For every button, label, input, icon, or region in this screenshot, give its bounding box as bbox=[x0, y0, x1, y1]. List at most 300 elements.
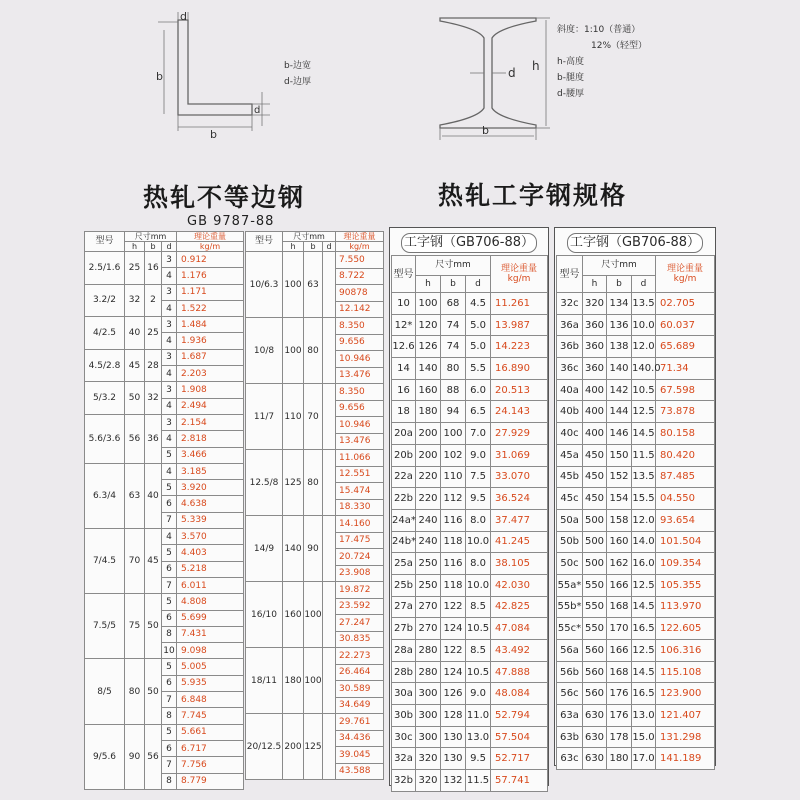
width-cell: 162 bbox=[607, 553, 632, 575]
model-cell: 50c bbox=[557, 553, 583, 575]
thickness-cell: 4 bbox=[162, 431, 177, 447]
thickness-cell: 9.0 bbox=[466, 444, 491, 466]
thickness-cell bbox=[323, 516, 336, 582]
table-row bbox=[392, 531, 548, 553]
table-row bbox=[557, 596, 715, 618]
thickness-cell: 3 bbox=[162, 382, 177, 398]
table-row bbox=[85, 594, 244, 610]
thickness-cell: 3 bbox=[162, 252, 177, 268]
header-weight: 理论重量 bbox=[667, 264, 704, 274]
weight-cell: 113.970 bbox=[656, 596, 715, 618]
header-d: d bbox=[323, 242, 336, 252]
short-leg-cell: 16 bbox=[145, 252, 162, 285]
thickness-cell: 4 bbox=[162, 333, 177, 349]
model-cell: 50a bbox=[557, 509, 583, 531]
table-row bbox=[392, 748, 548, 770]
header-h: h bbox=[583, 276, 607, 293]
ibeam-d-label: d bbox=[508, 66, 516, 80]
weight-cell: 13.987 bbox=[491, 314, 548, 336]
model-cell: 12.5/8 bbox=[246, 450, 283, 516]
width-cell: 130 bbox=[441, 748, 466, 770]
height-cell: 360 bbox=[583, 358, 607, 380]
height-cell: 450 bbox=[583, 444, 607, 466]
table-row bbox=[392, 379, 548, 401]
weight-cell: 20.513 bbox=[491, 379, 548, 401]
model-cell: 55c* bbox=[557, 618, 583, 640]
thickness-cell: 11.0 bbox=[466, 705, 491, 727]
width-cell: 94 bbox=[441, 401, 466, 423]
width-cell: 142 bbox=[607, 379, 632, 401]
ibeam-h-label: h bbox=[532, 59, 540, 73]
thickness-cell: 12.0 bbox=[632, 336, 656, 358]
weight-cell: 8.350 bbox=[336, 318, 384, 335]
weight-cell: 93.654 bbox=[656, 509, 715, 531]
model-cell: 16 bbox=[392, 379, 416, 401]
thickness-cell: 6 bbox=[162, 561, 177, 577]
table-row bbox=[557, 358, 715, 380]
long-leg-cell: 100 bbox=[283, 318, 304, 384]
thickness-cell: 4 bbox=[162, 398, 177, 414]
width-cell: 158 bbox=[607, 509, 632, 531]
ibeam-legend-slope: 斜度：1:10（普通） bbox=[557, 25, 641, 35]
weight-cell: 02.705 bbox=[656, 293, 715, 315]
width-cell: 68 bbox=[441, 293, 466, 315]
table-row bbox=[246, 714, 384, 731]
model-cell: 22b bbox=[392, 488, 416, 510]
header-d: d bbox=[632, 276, 656, 293]
thickness-cell: 7 bbox=[162, 692, 177, 708]
table-row bbox=[557, 466, 715, 488]
long-leg-cell: 40 bbox=[125, 317, 145, 350]
width-cell: 118 bbox=[441, 531, 466, 553]
weight-cell: 1.936 bbox=[177, 333, 244, 349]
table-row bbox=[392, 358, 548, 380]
ibeam-legend-d: d-腰厚 bbox=[557, 89, 584, 99]
thickness-cell: 13.5 bbox=[632, 466, 656, 488]
weight-cell: 27.247 bbox=[336, 615, 384, 632]
width-cell: 112 bbox=[441, 488, 466, 510]
weight-cell: 36.524 bbox=[491, 488, 548, 510]
thickness-cell: 5.0 bbox=[466, 314, 491, 336]
model-cell: 25a bbox=[392, 553, 416, 575]
model-cell: 14 bbox=[392, 358, 416, 380]
weight-cell: 9.656 bbox=[336, 400, 384, 417]
table-row bbox=[392, 466, 548, 488]
height-cell: 450 bbox=[583, 488, 607, 510]
thickness-cell bbox=[323, 714, 336, 780]
weight-cell: 4.638 bbox=[177, 496, 244, 512]
height-cell: 270 bbox=[416, 618, 441, 640]
width-cell: 110 bbox=[441, 466, 466, 488]
weight-cell: 15.474 bbox=[336, 483, 384, 500]
angle-d-top-label: d bbox=[180, 10, 187, 23]
table-row bbox=[392, 293, 548, 315]
height-cell: 240 bbox=[416, 509, 441, 531]
long-leg-cell: 63 bbox=[125, 463, 145, 528]
weight-cell: 3.570 bbox=[177, 529, 244, 545]
thickness-cell: 10.0 bbox=[466, 574, 491, 596]
thickness-cell: 7.5 bbox=[466, 466, 491, 488]
long-leg-cell: 110 bbox=[283, 384, 304, 450]
table-row bbox=[392, 444, 548, 466]
width-cell: 132 bbox=[441, 770, 466, 792]
weight-cell: 48.084 bbox=[491, 683, 548, 705]
weight-cell: 19.872 bbox=[336, 582, 384, 599]
model-cell: 50b bbox=[557, 531, 583, 553]
short-leg-cell: 40 bbox=[145, 463, 162, 528]
short-leg-cell: 63 bbox=[304, 252, 323, 318]
weight-cell: 31.069 bbox=[491, 444, 548, 466]
thickness-cell: 14.5 bbox=[632, 596, 656, 618]
model-cell: 10 bbox=[392, 293, 416, 315]
angle-d-side-label: d bbox=[254, 105, 261, 116]
model-cell: 55b* bbox=[557, 596, 583, 618]
weight-cell: 131.298 bbox=[656, 726, 715, 748]
thickness-cell: 3 bbox=[162, 284, 177, 300]
thickness-cell: 14.0 bbox=[632, 531, 656, 553]
weight-cell: 6.011 bbox=[177, 577, 244, 593]
width-cell: 124 bbox=[441, 661, 466, 683]
thickness-cell: 4 bbox=[162, 366, 177, 382]
short-leg-cell: 2 bbox=[145, 284, 162, 317]
weight-cell: 3.185 bbox=[177, 463, 244, 479]
height-cell: 500 bbox=[583, 553, 607, 575]
model-cell: 25b bbox=[392, 574, 416, 596]
width-cell: 168 bbox=[607, 596, 632, 618]
width-cell: 146 bbox=[607, 423, 632, 445]
weight-cell: 1.171 bbox=[177, 284, 244, 300]
table-row bbox=[557, 705, 715, 727]
weight-cell: 52.717 bbox=[491, 748, 548, 770]
model-cell: 36b bbox=[557, 336, 583, 358]
table-row bbox=[392, 574, 548, 596]
weight-cell: 17.475 bbox=[336, 532, 384, 549]
weight-cell: 101.504 bbox=[656, 531, 715, 553]
short-leg-cell: 25 bbox=[145, 317, 162, 350]
weight-cell: 14.223 bbox=[491, 336, 548, 358]
model-cell: 5/3.2 bbox=[85, 382, 125, 415]
height-cell: 160 bbox=[416, 379, 441, 401]
thickness-cell: 15.0 bbox=[632, 726, 656, 748]
table-row bbox=[557, 726, 715, 748]
header-b: b bbox=[145, 242, 162, 252]
thickness-cell: 16.5 bbox=[632, 618, 656, 640]
height-cell: 300 bbox=[416, 705, 441, 727]
short-leg-cell: 32 bbox=[145, 382, 162, 415]
header-h: h bbox=[283, 242, 304, 252]
long-leg-cell: 70 bbox=[125, 529, 145, 594]
header-d: d bbox=[466, 276, 491, 293]
model-cell: 28b bbox=[392, 661, 416, 683]
weight-cell: 2.203 bbox=[177, 366, 244, 382]
height-cell: 320 bbox=[416, 748, 441, 770]
height-cell: 240 bbox=[416, 531, 441, 553]
weight-cell: 65.689 bbox=[656, 336, 715, 358]
thickness-cell: 15.5 bbox=[632, 488, 656, 510]
height-cell: 300 bbox=[416, 726, 441, 748]
thickness-cell: 12.5 bbox=[632, 401, 656, 423]
weight-cell: 4.808 bbox=[177, 594, 244, 610]
width-cell: 154 bbox=[607, 488, 632, 510]
table-row bbox=[85, 284, 244, 300]
weight-cell: 73.878 bbox=[656, 401, 715, 423]
width-cell: 118 bbox=[441, 574, 466, 596]
weight-cell: 37.477 bbox=[491, 509, 548, 531]
thickness-cell: 5.0 bbox=[466, 336, 491, 358]
thickness-cell: 10.5 bbox=[632, 379, 656, 401]
thickness-cell bbox=[323, 252, 336, 318]
model-cell: 10/8 bbox=[246, 318, 283, 384]
weight-cell: 4.403 bbox=[177, 545, 244, 561]
ibeam-legend-light: 12%（轻型） bbox=[591, 41, 648, 51]
table-row bbox=[85, 317, 244, 333]
table-row bbox=[246, 516, 384, 533]
header-unit: kg/m bbox=[177, 242, 244, 252]
weight-cell: 14.160 bbox=[336, 516, 384, 533]
model-cell: 36a bbox=[557, 314, 583, 336]
model-cell: 20/12.5 bbox=[246, 714, 283, 780]
thickness-cell: 6 bbox=[162, 740, 177, 756]
weight-cell: 2.494 bbox=[177, 398, 244, 414]
long-leg-cell: 90 bbox=[125, 724, 145, 789]
weight-cell: 27.929 bbox=[491, 423, 548, 445]
model-cell: 5.6/3.6 bbox=[85, 414, 125, 463]
width-cell: 140 bbox=[607, 358, 632, 380]
weight-cell: 04.550 bbox=[656, 488, 715, 510]
width-cell: 116 bbox=[441, 553, 466, 575]
thickness-cell: 5 bbox=[162, 447, 177, 463]
header-weight: 理论重量 bbox=[501, 264, 538, 274]
height-cell: 400 bbox=[583, 401, 607, 423]
angle-steel-diagram bbox=[150, 8, 280, 140]
weight-cell: 80.158 bbox=[656, 423, 715, 445]
weight-cell: 23.908 bbox=[336, 565, 384, 582]
height-cell: 300 bbox=[416, 683, 441, 705]
weight-cell: 5.661 bbox=[177, 724, 244, 740]
title-ibeam-spec: 热轧工字钢规格 bbox=[438, 181, 628, 210]
table-row bbox=[557, 509, 715, 531]
thickness-cell: 7 bbox=[162, 577, 177, 593]
height-cell: 560 bbox=[583, 683, 607, 705]
weight-cell: 57.504 bbox=[491, 726, 548, 748]
height-cell: 100 bbox=[416, 293, 441, 315]
thickness-cell: 8 bbox=[162, 773, 177, 789]
thickness-cell: 13.0 bbox=[466, 726, 491, 748]
header-size: 尺寸mm bbox=[416, 256, 491, 276]
table-row bbox=[85, 414, 244, 430]
thickness-cell: 8.5 bbox=[466, 640, 491, 662]
model-cell: 14/9 bbox=[246, 516, 283, 582]
short-leg-cell: 50 bbox=[145, 594, 162, 659]
thickness-cell: 4.5 bbox=[466, 293, 491, 315]
long-leg-cell: 125 bbox=[283, 450, 304, 516]
thickness-cell: 13.0 bbox=[632, 705, 656, 727]
thickness-cell: 6.5 bbox=[466, 401, 491, 423]
weight-cell: 0.912 bbox=[177, 252, 244, 268]
weight-cell: 5.005 bbox=[177, 659, 244, 675]
height-cell: 280 bbox=[416, 640, 441, 662]
model-cell: 63c bbox=[557, 748, 583, 770]
table-row bbox=[557, 748, 715, 770]
table-row bbox=[392, 618, 548, 640]
thickness-cell: 4 bbox=[162, 268, 177, 284]
short-leg-cell: 70 bbox=[304, 384, 323, 450]
header-unit: kg/m bbox=[673, 274, 697, 284]
ibeam-diagram bbox=[428, 8, 553, 143]
model-cell: 28a bbox=[392, 640, 416, 662]
table-row bbox=[85, 724, 244, 740]
weight-cell: 11.261 bbox=[491, 293, 548, 315]
long-leg-cell: 180 bbox=[283, 648, 304, 714]
short-leg-cell: 36 bbox=[145, 414, 162, 463]
header-h: h bbox=[125, 242, 145, 252]
table-row bbox=[246, 318, 384, 335]
long-leg-cell: 56 bbox=[125, 414, 145, 463]
weight-cell: 7.431 bbox=[177, 626, 244, 642]
height-cell: 630 bbox=[583, 726, 607, 748]
model-cell: 20a bbox=[392, 423, 416, 445]
table-row bbox=[246, 648, 384, 665]
long-leg-cell: 100 bbox=[283, 252, 304, 318]
model-cell: 30a bbox=[392, 683, 416, 705]
thickness-cell: 6 bbox=[162, 675, 177, 691]
thickness-cell: 5 bbox=[162, 480, 177, 496]
short-leg-cell: 50 bbox=[145, 659, 162, 724]
height-cell: 500 bbox=[583, 531, 607, 553]
weight-cell: 1.176 bbox=[177, 268, 244, 284]
thickness-cell bbox=[323, 648, 336, 714]
angle-legend bbox=[284, 58, 311, 90]
long-leg-cell: 140 bbox=[283, 516, 304, 582]
width-cell: 74 bbox=[441, 314, 466, 336]
model-cell: 8/5 bbox=[85, 659, 125, 724]
weight-cell: 109.354 bbox=[656, 553, 715, 575]
thickness-cell: 3 bbox=[162, 349, 177, 365]
thickness-cell: 5 bbox=[162, 659, 177, 675]
model-cell: 6.3/4 bbox=[85, 463, 125, 528]
table-row bbox=[392, 336, 548, 358]
model-cell: 63a bbox=[557, 705, 583, 727]
subtitle-gb9787: GB 9787-88 bbox=[187, 214, 275, 229]
table-row bbox=[85, 252, 244, 268]
header-size: 尺寸mm bbox=[283, 232, 336, 242]
width-cell: 152 bbox=[607, 466, 632, 488]
thickness-cell: 4 bbox=[162, 463, 177, 479]
table-row bbox=[557, 423, 715, 445]
short-leg-cell: 28 bbox=[145, 349, 162, 382]
model-cell: 32b bbox=[392, 770, 416, 792]
thickness-cell: 7 bbox=[162, 757, 177, 773]
table-row bbox=[85, 529, 244, 545]
width-cell: 130 bbox=[441, 726, 466, 748]
height-cell: 450 bbox=[583, 466, 607, 488]
width-cell: 166 bbox=[607, 640, 632, 662]
weight-cell: 43.492 bbox=[491, 640, 548, 662]
table-row bbox=[392, 423, 548, 445]
thickness-cell: 16.5 bbox=[632, 683, 656, 705]
long-leg-cell: 25 bbox=[125, 252, 145, 285]
table-row bbox=[557, 661, 715, 683]
weight-cell: 26.464 bbox=[336, 664, 384, 681]
model-cell: 22a bbox=[392, 466, 416, 488]
table-row bbox=[392, 705, 548, 727]
weight-cell: 8.722 bbox=[336, 268, 384, 285]
weight-cell: 34.436 bbox=[336, 730, 384, 747]
header-d: d bbox=[162, 242, 177, 252]
table-row bbox=[392, 509, 548, 531]
weight-cell: 34.649 bbox=[336, 697, 384, 714]
height-cell: 550 bbox=[583, 596, 607, 618]
weight-cell: 5.935 bbox=[177, 675, 244, 691]
table-row bbox=[392, 683, 548, 705]
height-cell: 250 bbox=[416, 574, 441, 596]
thickness-cell: 4 bbox=[162, 300, 177, 316]
ibeam-caption-2: 工字钢（GB706-88） bbox=[567, 233, 703, 253]
weight-cell: 13.476 bbox=[336, 367, 384, 384]
height-cell: 360 bbox=[583, 336, 607, 358]
weight-cell: 8.350 bbox=[336, 384, 384, 401]
model-cell: 2.5/1.6 bbox=[85, 252, 125, 285]
thickness-cell: 140.0 bbox=[632, 358, 656, 380]
thickness-cell bbox=[323, 384, 336, 450]
weight-cell: 52.794 bbox=[491, 705, 548, 727]
table-row bbox=[392, 596, 548, 618]
angle-legend-d: d-边厚 bbox=[284, 77, 311, 87]
weight-cell: 39.045 bbox=[336, 747, 384, 764]
short-leg-cell: 100 bbox=[304, 582, 323, 648]
weight-cell: 1.522 bbox=[177, 300, 244, 316]
model-cell: 24b* bbox=[392, 531, 416, 553]
model-cell: 4/2.5 bbox=[85, 317, 125, 350]
ibeam-table-2 bbox=[556, 255, 715, 770]
width-cell: 166 bbox=[607, 574, 632, 596]
height-cell: 360 bbox=[583, 314, 607, 336]
model-cell: 32a bbox=[392, 748, 416, 770]
table-row bbox=[85, 349, 244, 365]
model-cell: 12.6 bbox=[392, 336, 416, 358]
ibeam-legend-h: h-高度 bbox=[557, 57, 584, 67]
weight-cell: 67.598 bbox=[656, 379, 715, 401]
header-b: b bbox=[607, 276, 632, 293]
model-cell: 24a* bbox=[392, 509, 416, 531]
model-cell: 32c bbox=[557, 293, 583, 315]
long-leg-cell: 160 bbox=[283, 582, 304, 648]
table-row bbox=[557, 488, 715, 510]
width-cell: 134 bbox=[607, 293, 632, 315]
weight-cell: 5.339 bbox=[177, 512, 244, 528]
table-row bbox=[392, 553, 548, 575]
weight-cell: 2.154 bbox=[177, 414, 244, 430]
width-cell: 136 bbox=[607, 314, 632, 336]
long-leg-cell: 45 bbox=[125, 349, 145, 382]
model-cell: 56b bbox=[557, 661, 583, 683]
thickness-cell: 8 bbox=[162, 626, 177, 642]
model-cell: 40a bbox=[557, 379, 583, 401]
weight-cell: 106.316 bbox=[656, 640, 715, 662]
weight-cell: 1.484 bbox=[177, 317, 244, 333]
height-cell: 320 bbox=[416, 770, 441, 792]
weight-cell: 5.699 bbox=[177, 610, 244, 626]
width-cell: 138 bbox=[607, 336, 632, 358]
weight-cell: 22.273 bbox=[336, 648, 384, 665]
width-cell: 128 bbox=[441, 705, 466, 727]
long-leg-cell: 75 bbox=[125, 594, 145, 659]
header-unit: kg/m bbox=[336, 242, 384, 252]
angle-b-side-label: b bbox=[156, 70, 163, 83]
height-cell: 270 bbox=[416, 596, 441, 618]
model-cell: 63b bbox=[557, 726, 583, 748]
header-weight-cell bbox=[491, 256, 548, 293]
